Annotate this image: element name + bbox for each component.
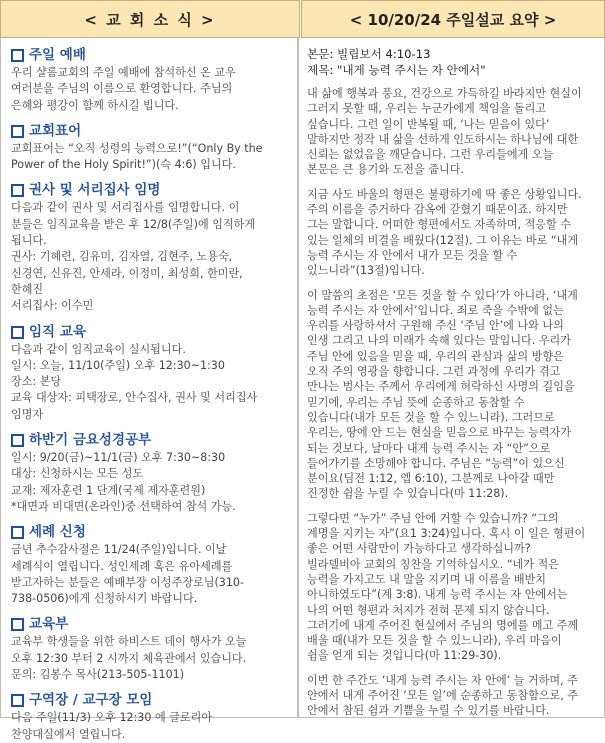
- news-section-title: [11, 122, 293, 141]
- news-section-title: [11, 431, 293, 450]
- sermon-line: 능력 주시는 자 안에서 내가 모든 것을 할 수: [307, 248, 518, 262]
- news-section-body: [11, 710, 293, 743]
- news-section-title-text: 교회표어: [29, 122, 82, 139]
- news-line: 장소: 본당: [11, 375, 62, 389]
- sermon-line: 능력을 가지고도 내 말을 지키며 내 이름을 배반치: [307, 572, 547, 586]
- square-bullet-icon: [11, 434, 24, 447]
- news-section: [11, 523, 293, 607]
- news-section-title-text: 임직 교육: [29, 323, 86, 340]
- news-line: 다음과 같이 임직교육이 실시됩니다.: [11, 342, 186, 356]
- news-line: 문의: 김봉수 목사(213-505-1101): [11, 668, 185, 682]
- sermon-line: 본문은 큰 용기와 도전을 줍니다.: [307, 163, 464, 177]
- sermon-line: 있는 일체의 비결을 배웠다(12절). 그 이유는 바로 “내게: [307, 233, 579, 247]
- sermon-line: 진정한 쉼을 누릴 수 있습니다(마 11:28).: [307, 487, 509, 501]
- news-section-title: [11, 46, 293, 65]
- news-section-title-text: 구역장 / 교구장 모임: [29, 692, 153, 709]
- news-line: 세례식이 열립니다. 성인세례 혹은 유아세례를: [11, 559, 233, 573]
- square-bullet-icon: [11, 125, 24, 138]
- news-line: 교육 대상자: 피택장로, 안수집사, 권사 및 서리집사: [11, 391, 258, 405]
- square-bullet-icon: [11, 326, 24, 339]
- sermon-line: 그러지 못할 때, 우리는 누군가에게 책임을 돌리고: [307, 102, 547, 116]
- sermon-line: 있느니라”(13절)입니다.: [307, 264, 425, 278]
- sermon-summary-header: < 10/20/24 주일설교 요약 >: [301, 0, 605, 38]
- sermon-line: 안에서 내게 주어진 ‘모든 일’에 순종하고 동참함으로, 주: [307, 688, 579, 702]
- sermon-line: 배울 때(내가 모든 것을 할 수 있느니라), 우리 마음이: [307, 634, 562, 648]
- news-section-body: [11, 542, 293, 607]
- news-line: 금년 추수감사절은 11/24(주일)입니다. 이날: [11, 543, 227, 557]
- news-section-title-text: 권사 및 서리집사 임명: [29, 182, 161, 199]
- news-section: [11, 431, 293, 515]
- sermon-body: [307, 86, 598, 719]
- sermon-summary-column: [298, 38, 605, 718]
- sermon-line: 인생 그리고 나의 미래가 속해 있다는 말입니다. 우리가: [307, 334, 571, 348]
- sermon-line: 이 말씀의 초점은 ‘모든 것을 할 수 있다’가 아니라, ‘내게: [307, 288, 578, 302]
- news-line: 다음과 같이 권사 및 서리집사를 임명합니다. 이: [11, 201, 240, 215]
- news-line: 교회표어는 “오직 성령의 능력으로!”(“Only By the: [11, 141, 263, 155]
- news-section-title-text: 교육부: [29, 616, 69, 633]
- square-bullet-icon: [11, 184, 24, 197]
- sermon-line: 계명을 지키는 자”(요1 3:24)입니다. 혹시 이 일은 형편이: [307, 527, 586, 541]
- news-section-title: [11, 523, 293, 542]
- news-section: [11, 691, 293, 743]
- news-line: 한혜진: [11, 282, 44, 296]
- news-line: 찬양대실에서 열립니다.: [11, 727, 126, 741]
- sermon-text-reference: 본문: 빌립보서 4:10-13: [307, 47, 431, 61]
- news-line: 일시: 9/20(금)~11/1(금) 오후 7:30~8:30: [11, 451, 226, 465]
- sermon-line: 있습니다(내가 모든 것을 할 수 있느니라). 그러므로: [307, 410, 555, 424]
- sermon-line: 우리를 사랑하셔서 구원해 주신 ‘주님 안’에 나와 나의: [307, 319, 564, 333]
- square-bullet-icon: [11, 618, 24, 631]
- news-line: 받고자하는 분들은 예배부장 이성주장로님(310-: [11, 575, 244, 589]
- sermon-line: 지금 사도 바울의 형편은 불평하기에 딱 좋은 상황입니다.: [307, 187, 582, 201]
- sermon-line: 오직 주의 영광을 향합니다. 그런 과정에 우리가 겪고: [307, 365, 561, 379]
- news-line: 교재: 제자훈련 1 단계(국제 제자훈련원): [11, 483, 206, 497]
- sermon-line: 싶습니다. 그런 일이 반복될 때, ‘나는 믿음이 있다’: [307, 117, 550, 131]
- news-line: 은혜와 평강이 함께 하시길 빕니다.: [11, 98, 179, 112]
- news-line: *대면과 비대면(온라인)중 선택하여 참석 가능.: [11, 499, 236, 513]
- news-line: 대상: 신청하시는 모든 성도: [11, 467, 144, 481]
- sermon-line: 믿기에, 우리는 주님 뜻에 순종하고 동참할 수: [307, 395, 525, 409]
- sermon-line: 분이요(딤전 1:12, 엡 6:10), 그분께로 나아갈 때만: [307, 472, 555, 486]
- sermon-line: 쉼을 얻게 되는 것입니다(마 11:29-30).: [307, 649, 502, 663]
- sermon-line: 우리는, 땅에 안 드는 현실을 믿음으로 바꾸는 능력자가: [307, 426, 571, 440]
- news-line: 738-0506)에게 신청하시기 바랍니다.: [11, 592, 198, 606]
- news-line: 됩니다.: [11, 234, 47, 248]
- news-line: 오후 12:30 부터 2 시까지 체육관에서 있습니다.: [11, 651, 247, 665]
- news-line: 일시: 오늘, 11/10(주일) 오후 12:30~1:30: [11, 358, 225, 372]
- sermon-line: 들어가기를 소망해야 합니다. 주님은 “능력”이 있으신: [307, 456, 565, 470]
- news-line: 신경연, 신유진, 안세라, 이정미, 최성희, 한미란,: [11, 266, 243, 280]
- sermon-line: 안에서 참된 쉼과 기쁨을 누릴 수 있기를 바랍니다.: [307, 704, 550, 718]
- sermon-line: 능력 주시는 자 안에서’입니다. 죄로 죽을 수밖에 없는: [307, 303, 564, 317]
- news-line: 우리 샬롬교회의 주일 예배에 참석하신 온 교우: [11, 66, 236, 79]
- sermon-line: 그는 말합니다. 어떠한 형편에서도 자족하며, 적응할 수: [307, 218, 571, 232]
- sermon-line: 내 삶에 행복과 풍요, 건강으로 가득하길 바라지만 현실이: [307, 87, 582, 100]
- sermon-paragraph: [307, 511, 598, 664]
- news-section-body: [11, 634, 293, 683]
- news-section-title: [11, 691, 293, 710]
- sermon-line: 말하지만 정작 내 삶을 선하게 인도하시는 하나님에 대한: [307, 132, 579, 146]
- news-section-body: [11, 342, 293, 423]
- sermon-paragraph: [307, 86, 598, 178]
- news-section-body: [11, 65, 293, 114]
- news-line: 다음 주일(11/3) 오후 12:30 에 글로리아: [11, 711, 213, 725]
- sermon-line: 빌라델비아 교회의 칭찬을 기억하십시오. “네가 적은: [307, 557, 559, 571]
- sermon-line: 그렇다면 “누가” 주님 안에 거할 수 있습니까? “그의: [307, 511, 559, 525]
- news-section-title-text: 세례 신청: [29, 524, 86, 541]
- news-section-body: [11, 450, 293, 515]
- news-line: 여러분을 주님의 이름으로 환영합니다. 주님의: [11, 82, 233, 96]
- sermon-line: 되는 것보다, 날마다 내게 능력 주시는 자 “안”으로: [307, 441, 551, 455]
- sermon-paragraph: [307, 288, 598, 502]
- news-line: 권사: 기혜련, 김유미, 김자열, 김현주, 노용숙,: [11, 250, 233, 264]
- church-news-column: [0, 38, 298, 741]
- news-line: Power of the Holy Spirit!”)(슥 4:6) 입니다.: [11, 158, 236, 172]
- news-line: 분들은 임직교육을 받은 후 12/8(주일)에 임직하게: [11, 217, 256, 231]
- news-section: [11, 323, 293, 423]
- sermon-title: 제목: "내게 능력 주시는 자 안에서": [307, 63, 486, 77]
- square-bullet-icon: [11, 694, 24, 707]
- sermon-line: 아니하였도다”(계 3:8). 내게 능력 주시는 자 안에서는: [307, 588, 568, 602]
- news-line: 교육부 학생들을 위한 하비스트 데이 행사가 오늘: [11, 635, 247, 649]
- news-section-body: [11, 141, 293, 174]
- church-news-header: < 교 회 소 식 >: [0, 0, 300, 38]
- sermon-line: 나의 어떤 형편과 처지가 전혀 문제 되지 않습니다.: [307, 603, 550, 617]
- news-line: 서리집사: 이수민: [11, 299, 94, 313]
- news-section: [11, 122, 293, 174]
- sermon-line: 주의 이름을 증거하다 감옥에 갇혔기 때문이죠. 하지만: [307, 203, 568, 217]
- news-section-title-text: 주일 예배: [29, 47, 86, 63]
- sermon-line: 신뢰는 없었음을 깨닫습니다. 그런 우리들에게 오늘: [307, 148, 554, 162]
- square-bullet-icon: [11, 526, 24, 539]
- news-section: [11, 615, 293, 683]
- news-section-title-text: 하반기 금요성경공부: [29, 432, 152, 449]
- sermon-line: 그러기에 내게 주어진 현실에서 주님의 명에를 메고 주께: [307, 618, 579, 632]
- news-section-title: [11, 323, 293, 342]
- news-section: [11, 181, 293, 314]
- sermon-line: 이번 한 주간도 ‘내게 능력 주시는 자 안에’ 늘 거하며, 주: [307, 673, 578, 687]
- news-section-title: [11, 181, 293, 200]
- news-section-title: [11, 615, 293, 634]
- sermon-paragraph: [307, 673, 598, 719]
- sermon-line: 주님 안에 있음을 믿을 때, 우리의 관심과 삶의 방향은: [307, 349, 564, 363]
- news-line: 임명자: [11, 407, 44, 421]
- sermon-line: 만나는 범사는 주께서 우리에게 허락하신 사명의 길임을: [307, 380, 575, 394]
- square-bullet-icon: [11, 49, 24, 62]
- sermon-line: 좋은 어떤 사람만이 가능하다고 생각하십니까?: [307, 542, 531, 556]
- news-section: [11, 46, 293, 114]
- sermon-heading: [307, 46, 598, 78]
- news-section-body: [11, 200, 293, 314]
- sermon-paragraph: [307, 187, 598, 279]
